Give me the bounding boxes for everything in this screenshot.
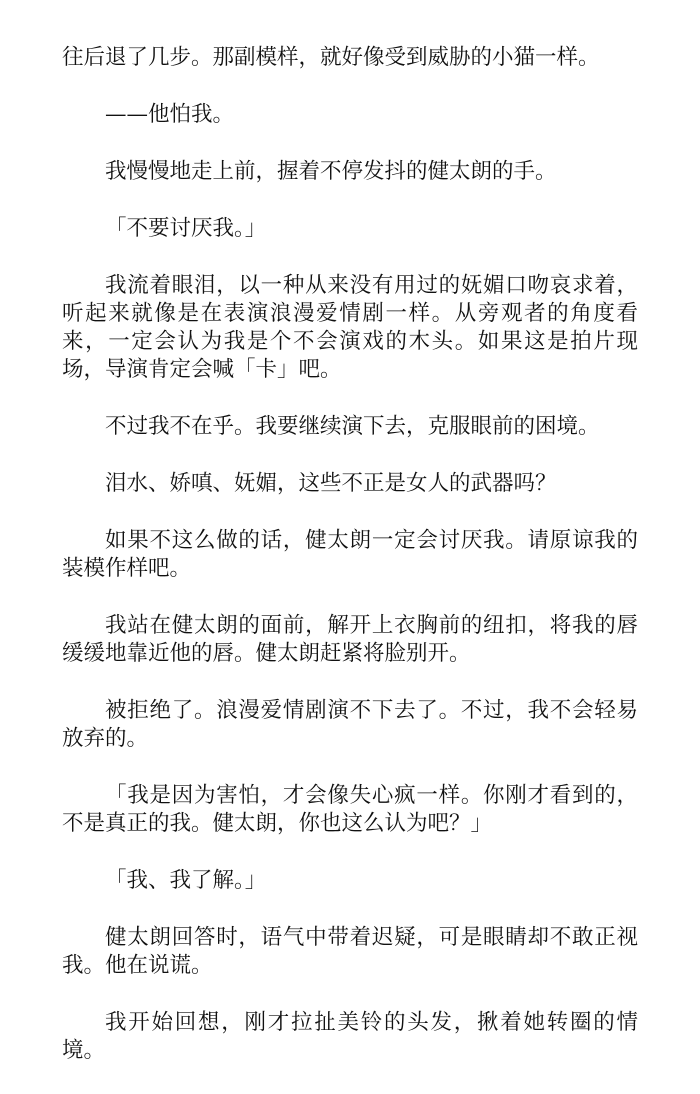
paragraph: 我站在健太朗的面前，解开上衣胸前的纽扣，将我的唇缓缓地靠近他的唇。健太朗赶紧将脸别开。 <box>62 613 638 666</box>
document-page <box>62 44 638 1094</box>
paragraph: 「不要讨厌我。」 <box>105 216 267 241</box>
paragraph: 我流着眼泪，以一种从来没有用过的妩媚口吻哀求着，听起来就像是在表演浪漫爱情剧一样。从旁观者的角度看来，一定会认为我是个不会演戏的木头。如果这是拍片现场，导演肯定会喊「卡」吧。 <box>62 273 638 382</box>
paragraph: 「我、我了解。」 <box>105 868 267 893</box>
paragraph: ——他怕我。 <box>105 102 235 127</box>
paragraph: 健太朗回答时，语气中带着迟疑，可是眼睛却不敢正视我。他在说谎。 <box>62 925 638 978</box>
paragraph: 如果不这么做的话，健太朗一定会讨厌我。请原谅我的装模作样吧。 <box>62 528 638 581</box>
paragraph: 往后退了几步。那副模样，就好像受到威胁的小猫一样。 <box>62 45 600 70</box>
paragraph: 被拒绝了。浪漫爱情剧演不下去了。不过，我不会轻易放弃的。 <box>62 698 638 751</box>
paragraph: 不过我不在乎。我要继续演下去，克服眼前的困境。 <box>105 414 600 439</box>
paragraph: 我开始回想，刚才拉扯美铃的头发，揪着她转圈的情境。 <box>62 1010 638 1063</box>
paragraph: 「我是因为害怕，才会像失心疯一样。你刚才看到的，不是真正的我。健太朗，你也这么认为吧？」 <box>62 783 638 836</box>
paragraph: 我慢慢地走上前，握着不停发抖的健太朗的手。 <box>105 159 557 184</box>
paragraph: 泪水、娇嗔、妩媚，这些不正是女人的武器吗？ <box>105 471 557 496</box>
